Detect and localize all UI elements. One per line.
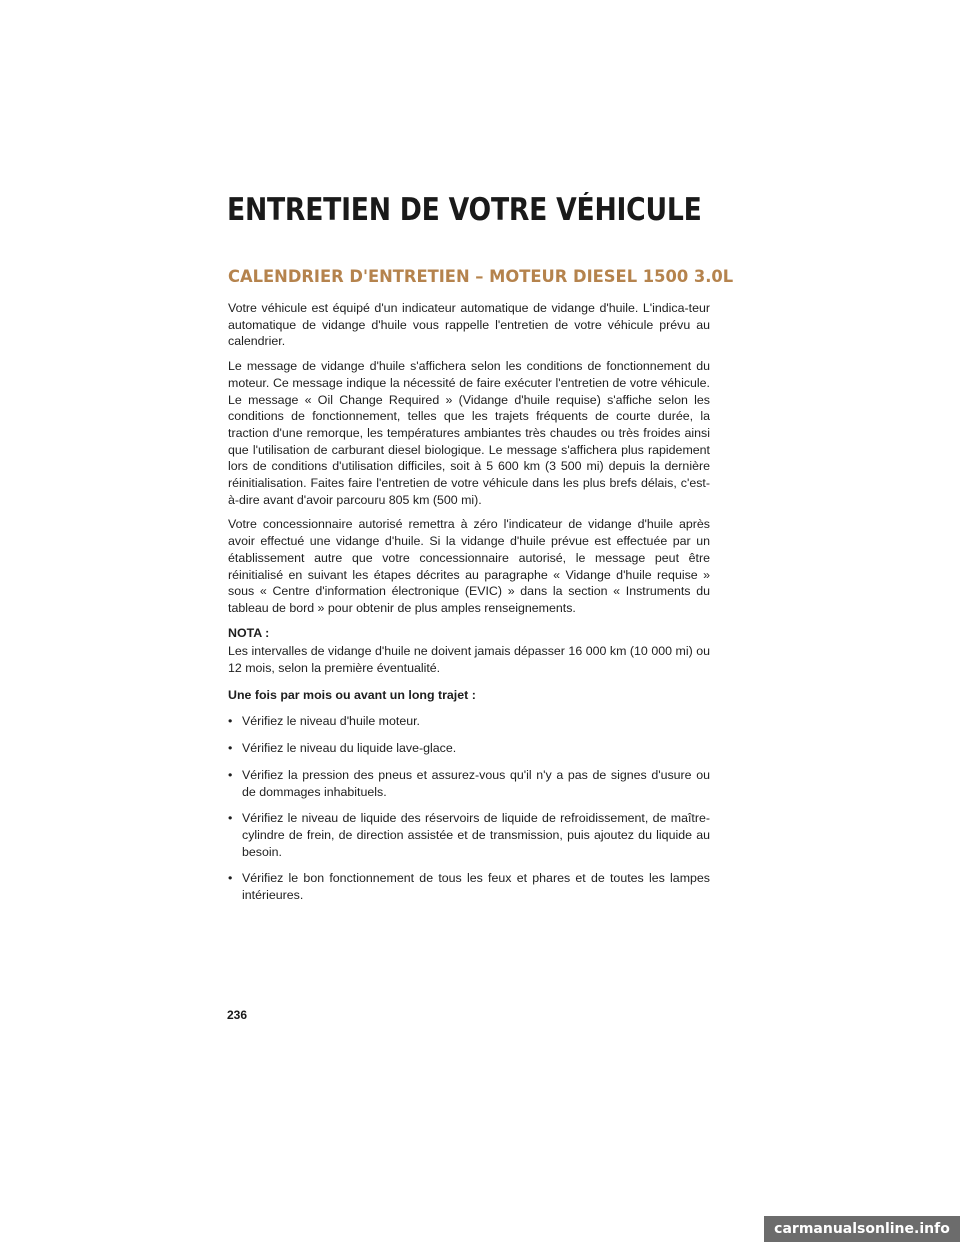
monthly-checklist-heading: Une fois par mois ou avant un long trajet : [228, 687, 476, 702]
page-content [228, 264, 734, 914]
list-item-text: Vérifiez le niveau de liquide des réservoirs de liquide de refroidissement, de maître-cylindre de frein, de direction assistée et de transmission, puis ajoutez du liquide au besoin. [242, 811, 710, 859]
bullet-icon: • [228, 811, 233, 826]
paragraph-intro: Votre véhicule est équipé d'un indicateur automatique de vidange d'huile. L'indica-teur automatique de vidange d'huile vous rappelle l'entretien de votre véhicule prévu au calendrier. [228, 301, 710, 349]
list-item-text: Vérifiez le niveau du liquide lave-glace. [242, 741, 457, 756]
paragraph-oil-message: Le message de vidange d'huile s'affichera selon les conditions de fonctionnement du moteur. Ce message indique la nécessité de faire exécuter l'entretien de votre véhicule. Le message « Oil Change Required » (Vidange d'huile requise) s'affiche selon les conditions de fonctionnement, telles que les trajets fréquents de courte durée, la traction d'une remorque, les températures ambiantes très chaudes ou très froides ainsi que l'utilisation de carburant diesel biologique. Le message s'affichera plus rapidement lors de conditions d'utilisation difficiles, soit à 5 600 km (3 500 mi) depuis la dernière réinitialisation. Faites faire l'entretien de votre véhicule dans les plus brefs délais, c'est-à-dire avant d'avoir parcouru 805 km (500 mi). [228, 359, 710, 507]
list-item [228, 810, 710, 860]
page-number: 236 [227, 1008, 248, 1022]
list-item-text: Vérifiez le bon fonctionnement de tous les feux et phares et de toutes les lampes intérieures. [242, 871, 710, 903]
list-item-text: Vérifiez la pression des pneus et assurez-vous qu'il n'y a pas de signes d'usure ou de dommages inhabituels. [242, 767, 710, 799]
list-item-text: Vérifiez le niveau d'huile moteur. [242, 714, 420, 729]
watermark-link[interactable]: carmanualsonline.info [764, 1216, 960, 1242]
bullet-icon: • [228, 767, 233, 782]
section-heading: CALENDRIER D'ENTRETIEN – MOTEUR DIESEL 1500 3.0L [228, 267, 734, 287]
chapter-title: ENTRETIEN DE VOTRE VÉHICULE [227, 192, 702, 228]
monthly-checklist [228, 713, 710, 903]
bullet-icon: • [228, 741, 233, 756]
bullet-icon: • [228, 871, 233, 886]
nota-text: Les intervalles de vidange d'huile ne doivent jamais dépasser 16 000 km (10 000 mi) ou 12 mois, selon la première éventualité. [228, 644, 710, 676]
list-item [228, 713, 710, 730]
nota-label: NOTA : [228, 625, 270, 640]
list-item [228, 870, 710, 903]
bullet-icon: • [228, 714, 233, 729]
list-item [228, 740, 710, 757]
paragraph-reset: Votre concessionnaire autorisé remettra à zéro l'indicateur de vidange d'huile après avoir effectué une vidange d'huile. Si la vidange d'huile prévue est effectuée par un établissement autre que votre concessionnaire autorisé, le message peut être réinitialisé en suivant les étapes décrites au paragraphe « Vidange d'huile requise » sous « Centre d'information électronique (EVIC) » dans la section « Instruments du tableau de bord » pour obtenir de plus amples renseignements. [228, 517, 710, 615]
list-item [228, 767, 710, 800]
